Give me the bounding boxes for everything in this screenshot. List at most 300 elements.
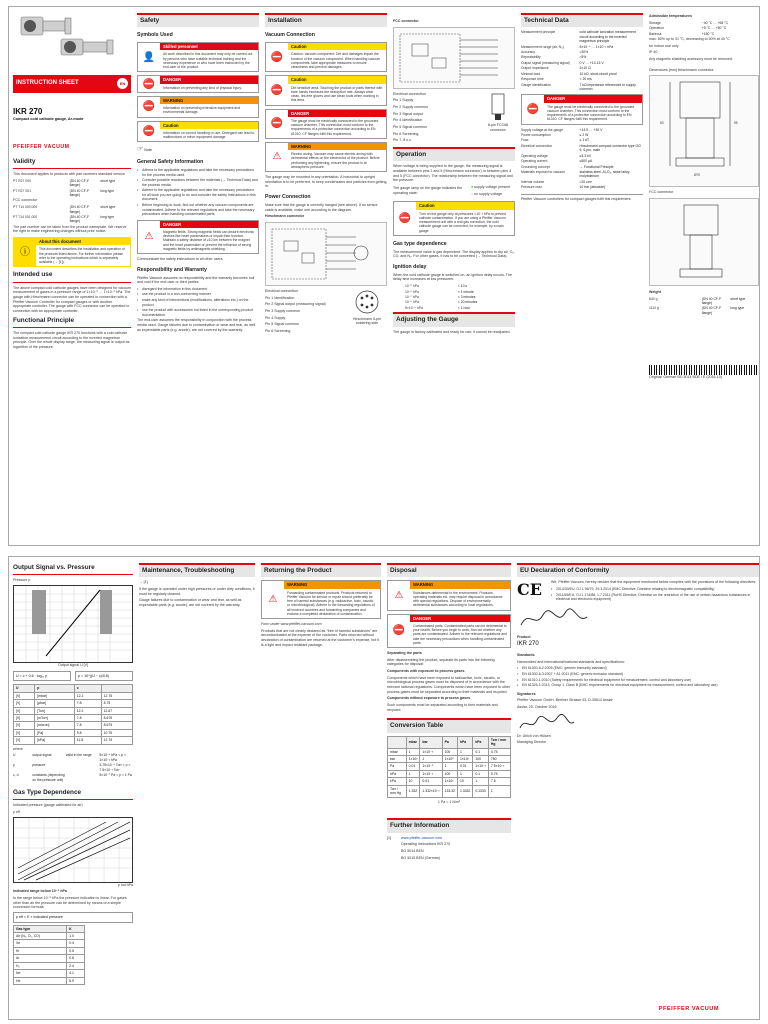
warning-text: Substances detrimental to the environment. Products, operating materials etc. may require disposal in accordance with special regulations. Dispose of environmentally detrimental substances according to local regulations. <box>413 590 503 608</box>
maintenance-column <box>139 561 255 1015</box>
validity-text2: The part number can be taken from the product nameplate. We reserve the right to make engineering changes without prior notice. <box>13 224 127 234</box>
where-symbol: c, d <box>13 773 19 778</box>
table-cell: Pa <box>388 763 407 770</box>
table-row <box>14 729 133 736</box>
warning-box <box>137 96 259 118</box>
note-row <box>137 145 259 154</box>
list-item: • 2014/30/EU, OJ L 96/79, 29.3.2014 (EMC Directive; Directive relating to electromagnetic compatibility) <box>551 587 759 592</box>
spec-value: 0 V … +10.13 V <box>579 60 604 65</box>
column-header: U <box>14 685 35 692</box>
table-cell: Air (N₂, O₂, CO) <box>14 933 67 940</box>
weight-value: 1110 g <box>649 306 659 311</box>
pin-item: Pin 1 Identification <box>265 295 295 300</box>
spec-value: ≤ 1 AT <box>579 138 590 143</box>
column-header: kPa <box>473 736 489 748</box>
stop-icon: ⛔ <box>526 104 540 116</box>
where-range: 5×10⁻⁹ hPa < p < 1×10⁻² hPa <box>99 753 126 762</box>
communicate-text: Communicate the safety instructions to all other users. <box>137 257 224 262</box>
table-cell: 7.5×10⁻³ <box>488 763 510 770</box>
standards-list <box>517 666 759 687</box>
table-cell: 1.3332 <box>457 785 472 797</box>
table-cell: [V] <box>14 737 35 744</box>
warning-text: Forwarding contaminated products. Products returned to Pfeiffer Vacuum for service or repair should preferably be free of harmful substances (e.g. radioactive, toxic, caustic or microbiological). Adhere to the forwarding regulations of all involved countries and forwarding companies and enclose a completed declaration of contamination. <box>287 590 375 616</box>
supply-danger-box <box>521 94 643 124</box>
table-cell: [V] <box>14 729 35 736</box>
list-item: • EN 61000-6-3:2007 + A1:2011 (EMC: generic emission standard) <box>517 672 759 677</box>
spec-value: ≈30% <box>579 50 589 55</box>
constants-table <box>13 684 133 744</box>
spec-key: Operating voltage <box>521 153 548 158</box>
table-cell: bar <box>388 756 407 763</box>
maintenance-heading: Maintenance, Troubleshooting <box>139 563 255 577</box>
table-cell: 5.9 <box>67 977 85 984</box>
warning-text: Electric arcing. Vacuum may cause electric arcing with detrimental effects on the electronics of the product. Before performing any tightening, ensure the product is at atmospheric pressure. <box>291 152 380 169</box>
table-row <box>388 756 511 763</box>
table-cell: 10.75 <box>101 729 132 736</box>
maintenance-text: If the gauge is operated under high pressures or under dirty conditions, it must be regularly cleaned. <box>139 587 255 596</box>
technical-data-list <box>521 30 643 91</box>
magnet-icon: ⚠ <box>144 231 154 243</box>
gauge-image <box>13 11 131 61</box>
where-range: 5×10⁻⁷ Pa < p < 1 Pa <box>99 773 132 778</box>
ignition-time: < 1 hour <box>457 305 471 310</box>
column-header: bar <box>420 736 442 748</box>
part-flange: (DN 40 CF-F flange) <box>69 188 90 198</box>
warning-icon: ⚠ <box>272 151 282 163</box>
spec-value: 10 kΩ, short-circuit proof <box>579 71 617 76</box>
danger-box <box>265 109 387 139</box>
led-on <box>471 185 515 190</box>
process-gas-title: Components with exposure to process gases <box>387 669 465 674</box>
pin-item: Pin 5 Signal common <box>393 125 427 130</box>
original-note: Original: German BG 5014 BDE / E (2016-10) <box>649 375 722 380</box>
caution-title: Caution <box>416 202 514 209</box>
table-row <box>14 977 85 984</box>
reference-number: [1] <box>387 835 391 840</box>
table-row <box>14 707 133 714</box>
table-cell: 10 <box>406 778 420 785</box>
table-cell: 0.5 <box>67 947 85 954</box>
warning-box <box>261 580 381 619</box>
maintenance-ref: → [1] <box>139 580 148 585</box>
spec-value: 2×10 Ω <box>579 66 591 71</box>
gas-formula: p eff = K × indicated pressure <box>13 912 133 923</box>
column-header <box>101 685 132 692</box>
table-cell: [V] <box>14 700 35 707</box>
banner-text: INSTRUCTION SHEET <box>16 80 79 86</box>
spec-value: ≤3.3 kV <box>579 153 592 158</box>
table-row <box>14 722 133 729</box>
table-cell: 1 <box>488 785 510 797</box>
table-row <box>388 763 511 770</box>
table-cell: 1 <box>406 770 420 777</box>
power-text: Make sure that the gauge is correctly hanged (see above). If no sensor cable is available, make one according to the diagram. <box>265 202 378 212</box>
reference-line: Operating Instructions IKR 270 <box>401 842 451 847</box>
formula-row <box>13 671 133 682</box>
fcc-label: FCC connector <box>13 198 38 203</box>
no-process-gas-text: Such components must be separated according to their materials and recycled. <box>387 703 498 712</box>
table-cell: 1 <box>406 748 420 755</box>
spec-key: Operating current <box>521 159 548 164</box>
table-cell: 100 <box>442 770 457 777</box>
where-symbol: U <box>13 753 16 758</box>
formula-box: U = c + 0.6 · log₁₀ p <box>13 671 71 682</box>
table-cell: hPa <box>388 770 407 777</box>
reference-lines <box>401 836 511 863</box>
table-row <box>14 940 85 947</box>
table-cell: 1 <box>442 763 457 770</box>
error-region-high <box>100 590 112 634</box>
part-type: long type <box>100 188 115 193</box>
part-type: short type <box>100 178 116 183</box>
table-cell: Kr <box>14 947 67 954</box>
signatures-text: Pfeiffer Vacuum GmbH, Berliner Strasse 43, D-35614 Asslar <box>517 698 613 703</box>
spec-key: Output signal (measuring signal) <box>521 60 570 65</box>
column-header: c <box>74 685 101 692</box>
table-cell: 11.8 <box>74 737 101 744</box>
protection-value: IP 40 <box>649 50 658 55</box>
danger-text: Contaminated parts. Contaminated parts can be detrimental to your health. Before you begin to work, find out whether any parts are contaminated. Adhere to the relevant regulations and take the necessary precautions when handling contaminated parts. <box>413 623 507 645</box>
where-range-label <box>66 773 100 782</box>
skilled-personnel-icon: 👤 <box>142 51 156 63</box>
socket-label: Hirschmann 6-pin soldering side <box>352 316 382 326</box>
table-cell: 12.75 <box>101 692 132 699</box>
eu-declaration-heading: EU Declaration of Conformity <box>517 563 759 577</box>
table-cell: 12.75 <box>101 737 132 744</box>
table-cell: 1×10⁵ <box>442 756 457 763</box>
handwritten-signature <box>517 712 759 734</box>
where-desc: constants (depending on the pressure unit) <box>32 773 65 782</box>
liability-text2: The end-user assumes the responsibility in conjunction with the process media used. Gauge failures due to contamination or wear and tear, as well as expendable parts (e.g. anode), are not covered by the warranty. <box>137 318 256 332</box>
temp-key: Bakeout <box>649 31 662 36</box>
magnetic-title: DANGER <box>160 221 258 228</box>
table-row <box>14 962 85 969</box>
temp-value: −40 °C … +65 °C <box>701 20 729 25</box>
part-number: PT R27 001 <box>13 188 32 193</box>
warning-icon: ⚠ <box>268 594 278 606</box>
product-subtitle: Compact cold cathode gauge, Ar-mode <box>13 117 84 122</box>
svg-text:95: 95 <box>734 121 738 126</box>
table-cell: 7.8 <box>74 715 101 722</box>
ignition-pressure: 10⁻⁶ hPa <box>405 289 419 294</box>
fcc-pin-list <box>393 92 481 145</box>
adjust-heading: Adjusting the Gauge <box>393 312 515 326</box>
column-header <box>388 736 407 748</box>
caution-text: Turn on the gauge only at pressures <10⁻² hPa to prevent cathode contamination. If you are using a Pfeiffer Vacuum measurement unit with a real gas correction, the cold cathode gauge can be corrected, for example, by a main gauge. <box>419 211 506 233</box>
led-on-icon: ● <box>471 185 474 190</box>
table-cell: 1 <box>420 756 442 763</box>
table-cell: 1×10⁻³ <box>473 763 489 770</box>
column-header: Pa <box>442 736 457 748</box>
general-safety-list <box>137 168 259 216</box>
pin-item: Pin 2 Signal output (measuring signal) <box>265 302 326 307</box>
gas-type-text: Indicated pressure (gauge calibrated for air) <box>13 803 83 808</box>
eu-declaration-column <box>517 561 759 1015</box>
table-cell: 0.1333 <box>473 785 489 797</box>
column-header: Torr / mm Hg <box>488 736 510 748</box>
pin-item: Electrical connection <box>393 91 426 96</box>
admissible-heading: Admissible temperatures <box>649 14 692 18</box>
skilled-title: Skilled personnel <box>160 43 258 50</box>
table-cell: 100 <box>473 756 489 763</box>
general-safety-heading: General Safety Information <box>137 159 204 166</box>
fcc-heading: FCC connector <box>393 19 419 23</box>
danger-title: DANGER <box>544 95 642 102</box>
table-cell: [micron] <box>35 722 75 729</box>
table-row <box>14 700 133 707</box>
table-cell: [mTorr] <box>35 715 75 722</box>
wiring-diagram <box>265 222 387 286</box>
symbols-heading: Symbols Used <box>137 32 173 39</box>
spec-key: Minimal load <box>521 71 541 76</box>
returning-column <box>261 561 381 1015</box>
table-cell: 10 <box>457 778 472 785</box>
spec-key: Power consumption <box>521 133 551 138</box>
stop-icon: ⛔ <box>270 118 284 130</box>
output-signal-svg <box>14 586 132 662</box>
brand-logo: PFEIFFER VACUUM <box>13 144 70 150</box>
danger-text: The gauge must be electrically connected to the grounded vacuum chamber. This connection must conform to the requirements of a protective connection according to EN 61010: CF flanges fulfil this requirement. <box>291 118 379 136</box>
table-cell: 1.0 <box>67 933 85 940</box>
table-cell: 8.675 <box>101 722 132 729</box>
table-cell: [Torr] <box>35 707 75 714</box>
pin-item: Pin 2 Supply common <box>393 105 428 110</box>
ignition-time: < 3 minutes <box>457 294 476 299</box>
spec-key: Internal volume <box>521 179 545 184</box>
pin-item: Pin 6 Screening <box>393 131 419 136</box>
spec-key: Output impedance <box>521 66 549 71</box>
form-line: Form under www.pfeiffer-vacuum.com <box>261 622 322 627</box>
table-cell: 12.67 <box>101 707 132 714</box>
list-item: • use the product in a non-conforming manner <box>137 292 259 297</box>
validity-text: This document applies to products with part numbers standard version <box>13 172 125 177</box>
table-cell: 0.4 <box>67 940 85 947</box>
table-cell: 2.4 <box>67 962 85 969</box>
table-cell: 750 <box>488 756 510 763</box>
fcc-plug-label: 8-pin FCC68 connector <box>487 123 509 133</box>
formula-box-2: p = 10^((U − c)/0.6) <box>75 671 133 682</box>
caution-text: Caution: vacuum component. Dirt and damages impair the function of the vacuum component. When handling vacuum components, take appropriate measures to ensure cleanliness and prevent damages. <box>291 52 381 70</box>
table-row <box>14 715 133 722</box>
validity-heading: Validity <box>13 157 131 169</box>
where-desc: pressure <box>32 763 46 768</box>
product-block <box>13 107 131 141</box>
table-row <box>388 770 511 777</box>
part-flange: (DN 40 CF-F flange) <box>69 178 90 188</box>
note-label: Note <box>144 148 152 153</box>
ignition-text: When the cold cathode gauge is switched on, an ignition delay occurs. The delay time increases at low pressures: <box>393 272 513 282</box>
table-cell: 1×10⁻³ <box>420 748 442 755</box>
dimensions-label: Dimensions [mm] Hirschmann connector <box>649 67 714 72</box>
weight-type: short type <box>730 296 746 301</box>
functional-text: The compact cold cathode gauge IKR 270 functions with a cold cathode ionization measurement circuit according to the inverted magnetron principle. Over the whole display range, the measuring signal is output as logarithm of the pressure. <box>13 331 130 350</box>
magnetic-danger-box <box>137 220 259 255</box>
technical-data-heading: Technical Data <box>521 13 643 27</box>
signatory-name: Dr. Ulrich von Hülsen <box>517 733 551 738</box>
table-cell: 0.75 <box>488 748 510 755</box>
spec-value: stainless steel, Al₂O₃, nickel alloy, molybdenum <box>579 170 631 179</box>
danger-box <box>137 75 259 93</box>
spec-key: Supply voltage at the gauge <box>521 127 564 132</box>
temp-value: +150 °C <box>701 31 715 36</box>
output-signal-plot <box>13 585 133 663</box>
caution-icon: ⛔ <box>398 213 412 225</box>
temp-key: Storage <box>649 20 661 25</box>
operation-heading: Operation <box>393 147 515 161</box>
spec-key: Measurement range (air, N₂) <box>521 44 564 49</box>
safety-column <box>137 11 259 541</box>
led-on-label: supply voltage present <box>474 185 511 190</box>
table-cell: 1 <box>457 770 472 777</box>
footnote-text: Pfeiffer Vacuum controllers for compact gauges fulfil this requirement. <box>521 196 632 201</box>
table-row <box>14 970 85 977</box>
danger-text: Information on preventing any kind of physical injury. <box>163 85 242 90</box>
where-range-label <box>66 763 100 772</box>
where-range-label: valid in the range <box>65 753 92 758</box>
table-row <box>388 778 511 785</box>
gas-xlabel: p ind hPa <box>117 882 133 887</box>
gas-text2: Indicated range below 10⁻⁵ hPa <box>13 889 67 894</box>
caution-box <box>265 75 387 105</box>
caution-title: Caution <box>160 122 258 129</box>
gas-dependence-text: The measurement value is gas dependent. The display applies to dry air, O₂, CO, and N₂. For other gases, it has to be converted (→ Technical Data). <box>393 249 515 259</box>
skilled-personnel-box <box>137 42 259 72</box>
spec-key: Gauge identification <box>521 82 551 87</box>
disposal-heading: Disposal <box>387 563 511 577</box>
table-cell: 1.332×10⁻³ <box>420 785 442 797</box>
validity-parts <box>13 179 131 198</box>
spec-value: +14.5 … +30 V <box>579 127 603 132</box>
danger-text: The gauge must be electrically connected to the grounded vacuum chamber. This connection must conform to the requirements of a protective connection according to EN 61010: CF flanges fulfil this requirement. <box>547 104 635 122</box>
vacuum-connection-heading: Vacuum Connection <box>265 32 315 39</box>
caution-box <box>393 201 515 236</box>
liability-heading: Responsibility and Warranty <box>137 266 207 273</box>
table-cell: 1.332 <box>406 785 420 797</box>
socket-diagram <box>347 289 387 336</box>
operation-text2: The gauge lamp on the gauge indicates the operating state: <box>393 186 463 195</box>
table-cell: 0.01 <box>457 763 472 770</box>
table-cell: 133.32 <box>442 785 457 797</box>
eu-intro <box>517 580 759 602</box>
led-off-label: no supply voltage <box>474 191 503 196</box>
output-ylabel: Pressure p <box>13 578 31 583</box>
weight-type: long type <box>730 306 745 311</box>
separating-text: After disassembling the product, separate its parts into the following categories for disposal: <box>387 657 495 667</box>
spec-value: ≈5% <box>579 55 587 60</box>
column-header: mbar <box>406 736 420 748</box>
no-process-gas-title: Components without exposure to process gases <box>387 696 471 701</box>
functional-heading: Functional Principle <box>13 316 131 328</box>
pin-list <box>265 289 347 336</box>
footnote <box>521 194 643 202</box>
table-cell: 8.675 <box>101 715 132 722</box>
title-column <box>13 11 131 541</box>
table-cell: 0.1 <box>473 770 489 777</box>
pin-item: Electrical connection <box>265 288 298 293</box>
conversion-footer: 1 Pa = 1 N/m² <box>437 799 461 804</box>
list-item: • EN 61326-1:2013, Group 1, Class B (EMC requirements for electrical equipment for measurement, control and laboratory use) <box>517 683 759 688</box>
table-cell: [V] <box>14 722 35 729</box>
table-cell: 1 <box>457 748 472 755</box>
ce-mark-icon: CE <box>517 580 542 600</box>
maintenance-text2: Gauge failures due to contamination or wear and tear, as well as expendable parts (e.g. anode), are not covered by the warranty. <box>139 598 242 608</box>
part-number: PT T14 000 000 <box>13 205 38 210</box>
caution-title: Caution <box>288 76 386 83</box>
humidity-value: max. 80% up to 31 °C, decreasing to 50% at 40 °C <box>649 36 730 41</box>
table-cell: [Pa] <box>35 729 75 736</box>
signatory-title: Managing Director <box>517 740 547 745</box>
spec-key: Fuse <box>521 138 529 143</box>
table-cell: 0.1 <box>473 748 489 755</box>
eu-intro-text: We, Pfeiffer Vacuum, hereby declare that the equipment mentioned below complies with the provisions of the following directives: <box>551 580 757 585</box>
dimension-drawing-hirschmann <box>649 75 759 187</box>
caution-icon: ⛔ <box>270 84 284 96</box>
operation-column <box>393 11 515 541</box>
adjust-text: The gauge is factory calibrated and ready for use; it cannot be readjusted. <box>393 329 511 334</box>
signature-date: Asslar, 25. October 2016 <box>517 704 557 709</box>
list-item: • EN 61010-1:2010 (Safety requirements for electrical equipment for measurement, control and laboratory use) <box>517 678 759 683</box>
reference-line[interactable]: www.pfeiffer-vacuum.com <box>401 835 443 840</box>
ignition-pressure: 5×10⁻⁹ hPa <box>405 305 423 310</box>
spec-value: 10 bar (absolute) <box>579 185 606 190</box>
spec-key: Measurement principle <box>521 30 556 35</box>
table-cell: [V] <box>14 692 35 699</box>
instruction-sheet-front <box>8 6 760 546</box>
table-cell: H₂ <box>14 962 67 969</box>
table-cell: kPa <box>388 778 407 785</box>
list-item: • Consider possible reactions between the materials (→ Technical Data) and the process media. <box>137 178 259 187</box>
table-cell: 1×10³ <box>406 756 420 763</box>
operation-text: When voltage is being supplied to the gauge, the measuring signal is available between pins 2 and 5 (Hirschmann connector) or between pins 3 and 5 (FCC connector). The relationship between the measuring signal and the pressure. <box>393 164 513 183</box>
directive-list <box>551 587 759 602</box>
warning-box <box>387 580 511 610</box>
language-badge: EN <box>117 78 128 89</box>
caution-text: Information on correct handling or use. Disregard can lead to malfunctions or minor equipment damage. <box>163 130 255 140</box>
separating-heading: Separating the parts <box>387 651 422 656</box>
fcc-wiring-diagram <box>393 27 515 89</box>
liability-list <box>137 287 259 317</box>
warning-title: WARNING <box>288 143 386 150</box>
signatures-heading: Signatures <box>517 691 536 696</box>
caution-icon: ⛔ <box>142 125 156 137</box>
barcode <box>649 365 759 375</box>
ignition-pressure: 10⁻⁸ hPa <box>405 300 419 305</box>
table-cell: [mbar] <box>35 692 75 699</box>
table-cell: 1×10³ <box>442 778 457 785</box>
gas-type-heading: Gas Type Dependence <box>13 788 133 800</box>
returning-text: Products that are not clearly declared as "free of harmful substances" are decontaminated at the expense of the customer. Parts returned without declaration of contamination are returned at the customer's expense, but it is a light and impact resistant package. <box>261 628 380 647</box>
product-label: Product <box>517 634 531 639</box>
fcc-pin-block <box>393 92 515 145</box>
danger-box <box>387 614 511 649</box>
caution-icon: ⛔ <box>270 51 284 63</box>
table-row <box>388 748 511 755</box>
eu-product: IKR 270 <box>517 641 539 648</box>
column-header: p <box>35 685 75 692</box>
temp-value: +5 °C … +50 °C <box>701 26 727 31</box>
table-cell: 8.75 <box>101 700 132 707</box>
warning-text: Information on preventing extensive equipment and environmental damage. <box>163 106 241 115</box>
table-cell: 0.75 <box>488 770 510 777</box>
caution-box <box>265 42 387 72</box>
further-info-heading: Further Information <box>387 818 511 832</box>
danger-title: DANGER <box>288 110 386 117</box>
svg-text:63: 63 <box>660 121 664 126</box>
process-gas-text: Components which have been exposed to radioactive, toxic, caustic, or microbiological process gases must be disposed of in accordance with the relevant national regulations. Components which have been exposed to other process gases must be separated according to their materials and recycled. <box>387 675 511 694</box>
table-cell: 0.8 <box>67 955 85 962</box>
table-cell: Xe <box>14 940 67 947</box>
installation-column <box>265 11 387 541</box>
